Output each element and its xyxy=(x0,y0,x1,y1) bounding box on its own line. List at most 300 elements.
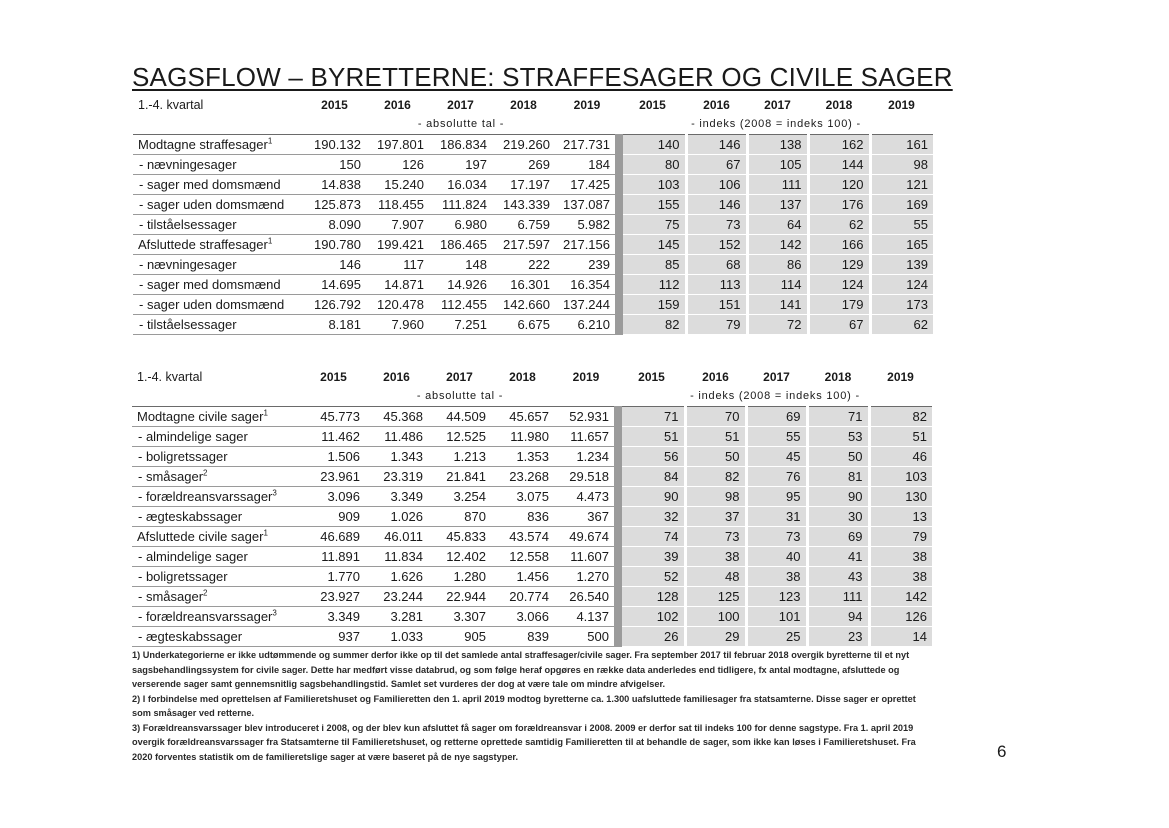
row-label: - forældreansvarssager$^3$ xyxy=(132,607,302,627)
absolute-value-cell: 126.792 xyxy=(303,295,366,315)
absolute-value-cell: 11.607 xyxy=(554,547,618,567)
civil-cases-body xyxy=(132,407,932,647)
page-title: SAGSFLOW – BYRETTERNE: STRAFFESAGER OG CIVILE SAGER xyxy=(132,62,953,92)
row-label: - almindelige sager xyxy=(132,547,302,567)
year-header-absolute: 2019 xyxy=(572,370,600,384)
row-label: - småsager$^2$ xyxy=(132,587,302,607)
absolute-value-cell: 836 xyxy=(491,507,554,527)
index-value-cell: 129 xyxy=(808,255,870,275)
index-value-cell: 30 xyxy=(807,507,869,527)
row-label: Afsluttede civile sager$^1$ xyxy=(132,527,302,547)
absolute-value-cell: 239 xyxy=(555,255,619,275)
index-value-cell: 68 xyxy=(686,255,747,275)
footnote: 1) Underkategorierne er ikke udtømmende og summer derfor ikke op til det samlede antal straffesager/civile sager. Fra september 2017 til februar 2018 overgik byretterne til et nyt sagsbehandlingssystem for civile sager. Dette har medført visse databrud, og som følge heraf opgøres en række data anderledes end tidligere, fx antal modtagne, afsluttede og verserende sager samt gennemsnitlig sagsbehandlingstid. Samlet set vurderes der dog at være tale om mindre afvigelser. xyxy=(132,650,910,689)
index-value-cell: 50 xyxy=(685,447,746,467)
absolute-value-cell: 3.254 xyxy=(428,487,491,507)
index-value-cell: 111 xyxy=(747,175,808,195)
index-value-cell: 95 xyxy=(746,487,807,507)
year-header-absolute: 2017 xyxy=(447,98,474,112)
row-label: Afsluttede straffesager$^1$ xyxy=(133,235,303,255)
absolute-value-cell: 7.251 xyxy=(429,315,492,335)
row-label: - sager uden domsmænd xyxy=(133,295,303,315)
absolute-value-cell: 11.462 xyxy=(302,427,365,447)
index-value-cell: 81 xyxy=(807,467,869,487)
index-value-cell: 125 xyxy=(685,587,746,607)
year-header-absolute: 2019 xyxy=(573,98,601,112)
absolute-value-cell: 45.833 xyxy=(428,527,491,547)
absolute-value-cell: 6.675 xyxy=(492,315,555,335)
footnote-marker: 2 xyxy=(203,588,208,598)
year-header-absolute: 2017 xyxy=(446,370,473,384)
index-value-cell: 69 xyxy=(807,527,869,547)
index-value-cell: 94 xyxy=(807,607,869,627)
absolute-value-cell: 23.319 xyxy=(365,467,428,487)
absolute-value-cell: 937 xyxy=(302,627,365,647)
index-value-cell: 55 xyxy=(870,215,933,235)
absolute-value-cell: 1.506 xyxy=(302,447,365,467)
index-value-cell: 45 xyxy=(746,447,807,467)
absolute-value-cell: 52.931 xyxy=(554,407,618,427)
row-label: - ægteskabssager xyxy=(132,507,302,527)
absolute-value-cell: 839 xyxy=(491,627,554,647)
footnote-marker: 1 xyxy=(263,528,268,538)
index-value-cell: 80 xyxy=(619,155,686,175)
absolute-value-cell: 11.834 xyxy=(365,547,428,567)
absolute-value-cell: 190.132 xyxy=(303,135,366,155)
absolute-value-cell: 3.349 xyxy=(365,487,428,507)
index-value-cell: 79 xyxy=(869,527,932,547)
absolute-value-cell: 21.841 xyxy=(428,467,491,487)
period-label: 1.-4. kvartal xyxy=(137,370,203,384)
table-row xyxy=(133,275,933,295)
absolute-value-cell: 29.518 xyxy=(554,467,618,487)
index-value-cell: 41 xyxy=(807,547,869,567)
index-value-cell: 128 xyxy=(618,587,685,607)
index-value-cell: 159 xyxy=(619,295,686,315)
absolute-value-cell: 45.368 xyxy=(365,407,428,427)
row-label: - nævningesager xyxy=(133,155,303,175)
absolute-value-cell: 1.770 xyxy=(302,567,365,587)
absolute-value-cell: 905 xyxy=(428,627,491,647)
absolute-value-cell: 4.137 xyxy=(554,607,618,627)
absolute-value-cell: 7.960 xyxy=(366,315,429,335)
index-value-cell: 142 xyxy=(869,587,932,607)
index-value-cell: 26 xyxy=(618,627,685,647)
index-value-cell: 90 xyxy=(807,487,869,507)
absolute-value-cell: 150 xyxy=(303,155,366,175)
table-row xyxy=(133,195,933,215)
index-value-cell: 162 xyxy=(808,135,870,155)
index-value-cell: 48 xyxy=(685,567,746,587)
year-header-absolute: 2016 xyxy=(383,370,410,384)
index-value-cell: 152 xyxy=(686,235,747,255)
index-value-cell: 124 xyxy=(808,275,870,295)
absolute-value-cell: 12.558 xyxy=(491,547,554,567)
year-header-index: 2018 xyxy=(825,98,853,112)
index-value-cell: 126 xyxy=(869,607,932,627)
absolute-value-cell: 4.473 xyxy=(554,487,618,507)
index-value-cell: 72 xyxy=(747,315,808,335)
index-value-cell: 74 xyxy=(618,527,685,547)
index-value-cell: 38 xyxy=(746,567,807,587)
index-value-cell: 73 xyxy=(746,527,807,547)
index-value-cell: 25 xyxy=(746,627,807,647)
index-value-cell: 98 xyxy=(685,487,746,507)
index-value-cell: 82 xyxy=(869,407,932,427)
footnote: 3) Forældreansvarssager blev introduceret i 2008, og der blev kun afsluttet få sager om forældreansvar i 2008. 2009 er derfor sat til indeks 100 for denne sagstype. Fra 1. april 2019 overgik forældreansvarssager fra Statsamterne til Familieretshuset, og retterne oprettede samtidig Familieretten til at behandle de sager, som ikke kan løses i Familieretshuset. Fra 2020 forventes statistik om de familieretslige sager at være baseret på de nye sagstyper. xyxy=(132,722,916,762)
index-value-cell: 82 xyxy=(619,315,686,335)
index-value-cell: 103 xyxy=(619,175,686,195)
absolute-value-cell: 11.891 xyxy=(302,547,365,567)
absolute-value-cell: 12.525 xyxy=(428,427,491,447)
row-label: Modtagne straffesager$^1$ xyxy=(133,135,303,155)
absolute-value-cell: 1.234 xyxy=(554,447,618,467)
table-row xyxy=(133,155,933,175)
subheader-row xyxy=(133,115,933,135)
absolute-value-cell: 1.343 xyxy=(365,447,428,467)
absolute-value-cell: 142.660 xyxy=(492,295,555,315)
absolute-value-cell: 26.540 xyxy=(554,587,618,607)
row-label: - småsager$^2$ xyxy=(132,467,302,487)
absolute-value-cell: 120.478 xyxy=(366,295,429,315)
absolute-value-cell: 23.244 xyxy=(365,587,428,607)
absolute-value-cell: 45.657 xyxy=(491,407,554,427)
table-row xyxy=(132,507,932,527)
absolute-value-cell: 1.213 xyxy=(428,447,491,467)
absolute-value-cell: 3.307 xyxy=(428,607,491,627)
index-value-cell: 142 xyxy=(747,235,808,255)
footnote-marker: 1 xyxy=(267,236,273,246)
index-value-cell: 13 xyxy=(869,507,932,527)
row-label: - boligretssager xyxy=(132,567,302,587)
index-value-cell: 140 xyxy=(619,135,686,155)
absolute-value-cell: 217.731 xyxy=(555,135,619,155)
index-value-cell: 71 xyxy=(618,407,685,427)
absolute-value-cell: 3.281 xyxy=(365,607,428,627)
row-label: - forældreansvarssager$^3$ xyxy=(132,487,302,507)
table-row xyxy=(132,407,932,427)
index-value-cell: 114 xyxy=(747,275,808,295)
absolute-value-cell: 199.421 xyxy=(366,235,429,255)
index-value-cell: 144 xyxy=(808,155,870,175)
year-header-row xyxy=(133,96,933,115)
footnote-marker: 3 xyxy=(272,488,277,498)
year-header-absolute: 2018 xyxy=(510,98,537,112)
index-subheader: - indeks (2008 = indeks 100) - xyxy=(690,390,860,402)
absolute-value-cell: 222 xyxy=(492,255,555,275)
table-row xyxy=(132,567,932,587)
index-value-cell: 73 xyxy=(685,527,746,547)
index-value-cell: 111 xyxy=(807,587,869,607)
table-row xyxy=(132,467,932,487)
absolute-value-cell: 126 xyxy=(366,155,429,175)
index-value-cell: 38 xyxy=(685,547,746,567)
absolute-value-cell: 3.096 xyxy=(302,487,365,507)
absolute-value-cell: 14.926 xyxy=(429,275,492,295)
year-header-absolute: 2015 xyxy=(321,98,348,112)
year-header-index: 2015 xyxy=(639,98,666,112)
year-header-index: 2017 xyxy=(764,98,791,112)
absolute-value-cell: 219.260 xyxy=(492,135,555,155)
absolute-value-cell: 11.980 xyxy=(491,427,554,447)
index-value-cell: 103 xyxy=(869,467,932,487)
index-value-cell: 106 xyxy=(686,175,747,195)
row-label: - tilståelsessager xyxy=(133,215,303,235)
row-label: - ægteskabssager xyxy=(132,627,302,647)
index-value-cell: 76 xyxy=(746,467,807,487)
table-row xyxy=(133,295,933,315)
absolute-value-cell: 217.597 xyxy=(492,235,555,255)
absolute-value-cell: 137.087 xyxy=(555,195,619,215)
absolute-value-cell: 16.301 xyxy=(492,275,555,295)
index-value-cell: 169 xyxy=(870,195,933,215)
table-row xyxy=(133,255,933,275)
absolute-subheader: - absolutte tal - xyxy=(417,118,505,130)
row-label: - tilståelsessager xyxy=(133,315,303,335)
index-value-cell: 75 xyxy=(619,215,686,235)
index-value-cell: 40 xyxy=(746,547,807,567)
absolute-value-cell: 22.944 xyxy=(428,587,491,607)
absolute-value-cell: 11.657 xyxy=(554,427,618,447)
absolute-value-cell: 500 xyxy=(554,627,618,647)
absolute-value-cell: 118.455 xyxy=(366,195,429,215)
table-row xyxy=(132,487,932,507)
table-row xyxy=(132,547,932,567)
index-value-cell: 67 xyxy=(686,155,747,175)
index-value-cell: 73 xyxy=(686,215,747,235)
absolute-value-cell: 197 xyxy=(429,155,492,175)
footnotes xyxy=(132,648,922,764)
index-value-cell: 51 xyxy=(685,427,746,447)
index-value-cell: 84 xyxy=(618,467,685,487)
criminal-cases-body xyxy=(133,135,933,335)
table-row xyxy=(132,427,932,447)
row-label: - nævningesager xyxy=(133,255,303,275)
year-header-index: 2017 xyxy=(763,370,790,384)
absolute-value-cell: 5.982 xyxy=(555,215,619,235)
absolute-value-cell: 23.961 xyxy=(302,467,365,487)
index-value-cell: 100 xyxy=(685,607,746,627)
absolute-value-cell: 12.402 xyxy=(428,547,491,567)
year-header-row xyxy=(132,368,932,387)
absolute-value-cell: 137.244 xyxy=(555,295,619,315)
index-value-cell: 29 xyxy=(685,627,746,647)
absolute-value-cell: 7.907 xyxy=(366,215,429,235)
absolute-value-cell: 1.026 xyxy=(365,507,428,527)
index-value-cell: 79 xyxy=(686,315,747,335)
index-value-cell: 124 xyxy=(870,275,933,295)
footnote-marker: 3 xyxy=(272,608,277,618)
absolute-value-cell: 197.801 xyxy=(366,135,429,155)
index-value-cell: 62 xyxy=(870,315,933,335)
footnote-marker: 2 xyxy=(203,468,208,478)
footnote-marker: 1 xyxy=(267,136,273,146)
index-value-cell: 138 xyxy=(747,135,808,155)
index-value-cell: 146 xyxy=(686,135,747,155)
absolute-value-cell: 148 xyxy=(429,255,492,275)
index-value-cell: 51 xyxy=(869,427,932,447)
index-value-cell: 37 xyxy=(685,507,746,527)
absolute-value-cell: 8.090 xyxy=(303,215,366,235)
row-label: - almindelige sager xyxy=(132,427,302,447)
row-label: Modtagne civile sager$^1$ xyxy=(132,407,302,427)
absolute-value-cell: 14.871 xyxy=(366,275,429,295)
absolute-value-cell: 20.774 xyxy=(491,587,554,607)
index-value-cell: 64 xyxy=(747,215,808,235)
absolute-value-cell: 17.197 xyxy=(492,175,555,195)
index-value-cell: 14 xyxy=(869,627,932,647)
absolute-value-cell: 186.834 xyxy=(429,135,492,155)
period-label: 1.-4. kvartal xyxy=(138,98,204,112)
index-value-cell: 82 xyxy=(685,467,746,487)
footnote-marker: 1 xyxy=(263,408,268,418)
row-label: - sager med domsmænd xyxy=(133,175,303,195)
index-value-cell: 23 xyxy=(807,627,869,647)
index-value-cell: 52 xyxy=(618,567,685,587)
row-label: - boligretssager xyxy=(132,447,302,467)
year-header-index: 2015 xyxy=(638,370,665,384)
absolute-value-cell: 367 xyxy=(554,507,618,527)
index-value-cell: 145 xyxy=(619,235,686,255)
table-row xyxy=(133,235,933,255)
absolute-value-cell: 11.486 xyxy=(365,427,428,447)
index-value-cell: 38 xyxy=(869,547,932,567)
absolute-value-cell: 15.240 xyxy=(366,175,429,195)
absolute-value-cell: 17.425 xyxy=(555,175,619,195)
index-subheader: - indeks (2008 = indeks 100) - xyxy=(691,118,861,130)
index-value-cell: 53 xyxy=(807,427,869,447)
index-value-cell: 161 xyxy=(870,135,933,155)
year-header-index: 2016 xyxy=(702,370,729,384)
index-value-cell: 179 xyxy=(808,295,870,315)
index-value-cell: 151 xyxy=(686,295,747,315)
index-value-cell: 86 xyxy=(747,255,808,275)
absolute-value-cell: 190.780 xyxy=(303,235,366,255)
index-value-cell: 112 xyxy=(619,275,686,295)
absolute-value-cell: 6.980 xyxy=(429,215,492,235)
index-value-cell: 43 xyxy=(807,567,869,587)
table-row xyxy=(133,215,933,235)
absolute-value-cell: 1.456 xyxy=(491,567,554,587)
absolute-value-cell: 111.824 xyxy=(429,195,492,215)
absolute-value-cell: 909 xyxy=(302,507,365,527)
year-header-absolute: 2016 xyxy=(384,98,411,112)
absolute-value-cell: 143.339 xyxy=(492,195,555,215)
table-row xyxy=(132,447,932,467)
absolute-value-cell: 1.353 xyxy=(491,447,554,467)
index-value-cell: 165 xyxy=(870,235,933,255)
index-value-cell: 38 xyxy=(869,567,932,587)
index-value-cell: 70 xyxy=(685,407,746,427)
subheader-row xyxy=(132,387,932,407)
table-row xyxy=(133,175,933,195)
absolute-value-cell: 1.033 xyxy=(365,627,428,647)
table-row xyxy=(132,627,932,647)
absolute-value-cell: 3.349 xyxy=(302,607,365,627)
absolute-value-cell: 8.181 xyxy=(303,315,366,335)
index-value-cell: 98 xyxy=(870,155,933,175)
absolute-value-cell: 43.574 xyxy=(491,527,554,547)
table-row xyxy=(132,587,932,607)
absolute-value-cell: 23.268 xyxy=(491,467,554,487)
table-row xyxy=(132,527,932,547)
civil-cases-table xyxy=(132,368,932,647)
index-value-cell: 85 xyxy=(619,255,686,275)
index-value-cell: 176 xyxy=(808,195,870,215)
index-value-cell: 155 xyxy=(619,195,686,215)
row-label: - sager uden domsmænd xyxy=(133,195,303,215)
index-value-cell: 121 xyxy=(870,175,933,195)
absolute-value-cell: 46.689 xyxy=(302,527,365,547)
absolute-value-cell: 269 xyxy=(492,155,555,175)
page-number: 6 xyxy=(997,742,1007,761)
year-header-index: 2016 xyxy=(703,98,730,112)
index-value-cell: 137 xyxy=(747,195,808,215)
index-value-cell: 173 xyxy=(870,295,933,315)
index-value-cell: 101 xyxy=(746,607,807,627)
absolute-value-cell: 14.838 xyxy=(303,175,366,195)
absolute-value-cell: 1.626 xyxy=(365,567,428,587)
table-row xyxy=(133,135,933,155)
absolute-value-cell: 45.773 xyxy=(302,407,365,427)
index-value-cell: 146 xyxy=(686,195,747,215)
index-value-cell: 67 xyxy=(808,315,870,335)
absolute-value-cell: 46.011 xyxy=(365,527,428,547)
year-header-absolute: 2015 xyxy=(320,370,347,384)
absolute-value-cell: 217.156 xyxy=(555,235,619,255)
absolute-value-cell: 23.927 xyxy=(302,587,365,607)
absolute-value-cell: 44.509 xyxy=(428,407,491,427)
index-value-cell: 55 xyxy=(746,427,807,447)
index-value-cell: 123 xyxy=(746,587,807,607)
absolute-value-cell: 125.873 xyxy=(303,195,366,215)
absolute-value-cell: 186.465 xyxy=(429,235,492,255)
table-row xyxy=(132,607,932,627)
absolute-value-cell: 16.034 xyxy=(429,175,492,195)
absolute-value-cell: 870 xyxy=(428,507,491,527)
table-row xyxy=(133,315,933,335)
index-value-cell: 50 xyxy=(807,447,869,467)
absolute-value-cell: 112.455 xyxy=(429,295,492,315)
index-value-cell: 32 xyxy=(618,507,685,527)
index-value-cell: 31 xyxy=(746,507,807,527)
absolute-value-cell: 16.354 xyxy=(555,275,619,295)
footnote: 2) I forbindelse med oprettelsen af Familieretshuset og Familieretten den 1. april 2019 modtog byretterne ca. 1.300 uafsluttede familiesager fra statsamterne. Disse sager er oprettet som småsager ved retterne. xyxy=(132,693,916,718)
index-value-cell: 166 xyxy=(808,235,870,255)
criminal-cases-table xyxy=(133,96,933,335)
absolute-value-cell: 146 xyxy=(303,255,366,275)
index-value-cell: 69 xyxy=(746,407,807,427)
absolute-value-cell: 6.210 xyxy=(555,315,619,335)
absolute-value-cell: 14.695 xyxy=(303,275,366,295)
absolute-value-cell: 1.280 xyxy=(428,567,491,587)
year-header-absolute: 2018 xyxy=(509,370,536,384)
year-header-index: 2019 xyxy=(888,98,915,112)
index-value-cell: 113 xyxy=(686,275,747,295)
row-label: - sager med domsmænd xyxy=(133,275,303,295)
absolute-value-cell: 117 xyxy=(366,255,429,275)
absolute-value-cell: 184 xyxy=(555,155,619,175)
year-header-index: 2019 xyxy=(887,370,914,384)
index-value-cell: 46 xyxy=(869,447,932,467)
absolute-value-cell: 3.066 xyxy=(491,607,554,627)
index-value-cell: 105 xyxy=(747,155,808,175)
index-value-cell: 90 xyxy=(618,487,685,507)
absolute-value-cell: 49.674 xyxy=(554,527,618,547)
index-value-cell: 102 xyxy=(618,607,685,627)
absolute-value-cell: 1.270 xyxy=(554,567,618,587)
index-value-cell: 71 xyxy=(807,407,869,427)
